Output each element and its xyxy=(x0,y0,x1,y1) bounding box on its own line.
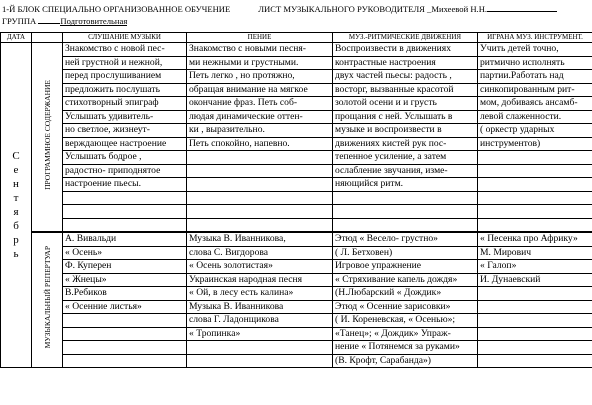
listening-cell: стихотворный эпиграф xyxy=(63,97,187,111)
instrument-cell xyxy=(478,164,592,178)
listening-cell: « Осень» xyxy=(63,246,187,260)
month-letter: я xyxy=(13,206,19,218)
singing-cell: слова Г. Ладонщикова xyxy=(187,314,333,328)
singing-cell xyxy=(187,191,333,205)
name-underline xyxy=(487,2,557,12)
rhythmic-cell: (В. Крофт, Сарабанда») xyxy=(333,354,478,368)
month-letter: р xyxy=(13,234,19,246)
instrument-cell xyxy=(478,178,592,192)
rhythmic-cell: прощания с ней. Услышать в xyxy=(333,110,478,124)
sheet-header-line2 xyxy=(2,14,127,26)
rhythmic-cell: Этюд « Весело- грустно» xyxy=(333,232,478,246)
singing-cell: Знакомство с новыми песня- xyxy=(187,43,333,57)
table-row xyxy=(1,246,592,260)
block-title: 1-Й БЛОК СПЕЦИАЛЬНО ОРГАНИЗОВАННОЕ ОБУЧЕНИЕ xyxy=(2,4,231,14)
rhythmic-cell: ( Л. Бетховен) xyxy=(333,246,478,260)
rhythmic-cell: золотой осени и и грусть xyxy=(333,97,478,111)
instrument-cell: Учить детей точно, xyxy=(478,43,592,57)
singing-cell xyxy=(187,341,333,355)
rhythmic-cell: тепенное усиление, а затем xyxy=(333,151,478,165)
table-row xyxy=(1,205,592,219)
singing-cell: « Тропинка» xyxy=(187,327,333,341)
listening-cell: Услышать удивитель- xyxy=(63,110,187,124)
sheet-title: ЛИСТ МУЗЫКАЛЬНОГО РУКОВОДИТЕЛЯ _Михеевой Н.Н. xyxy=(258,4,488,14)
singing-cell: обращая внимание на мягкое xyxy=(187,83,333,97)
col-rhythmic: МУЗ.-РИТМИЧЕСКИЕ ДВИЖЕНИЯ xyxy=(333,33,478,43)
instrument-cell: ритмично исполнять xyxy=(478,56,592,70)
table-row xyxy=(1,137,592,151)
listening-cell: перед прослушиванием xyxy=(63,70,187,84)
listening-cell: предложить послушать xyxy=(63,83,187,97)
table-row xyxy=(1,110,592,124)
col-section xyxy=(32,33,63,43)
instrument-cell xyxy=(478,314,592,328)
col-listening: СЛУШАНИЕ МУЗЫКИ xyxy=(63,33,187,43)
singing-cell: « Осень золотистая» xyxy=(187,260,333,274)
instrument-cell xyxy=(478,341,592,355)
instrument-cell xyxy=(478,300,592,314)
singing-cell xyxy=(187,164,333,178)
table-row xyxy=(1,354,592,368)
rhythmic-cell: движениях кистей рук пос- xyxy=(333,137,478,151)
table-row xyxy=(1,232,592,246)
singing-cell: окончание фраз. Петь соб- xyxy=(187,97,333,111)
col-singing: ПЕНИЕ xyxy=(187,33,333,43)
month-letter: С xyxy=(12,150,20,162)
rhythmic-cell: восторг, вызванные красотой xyxy=(333,83,478,97)
table-row xyxy=(1,151,592,165)
date-month-cell xyxy=(1,43,32,368)
rhythmic-cell xyxy=(333,191,478,205)
singing-cell: слова С. Вигдорова xyxy=(187,246,333,260)
rhythmic-cell: ( И. Кореневская, « Осенью»; xyxy=(333,314,478,328)
singing-cell xyxy=(187,151,333,165)
rhythmic-cell: Игровое упражнение xyxy=(333,260,478,274)
table-row xyxy=(1,218,592,232)
table-row xyxy=(1,43,592,57)
listening-cell: настроение пьесы. xyxy=(63,178,187,192)
listening-cell: радостно- приподнятое xyxy=(63,164,187,178)
rhythmic-cell: (Н.Любарский « Дождик» xyxy=(333,287,478,301)
month-letter: ь xyxy=(13,248,19,260)
listening-cell: Знакомство с новой пес- xyxy=(63,43,187,57)
instrument-cell: левой слаженности. xyxy=(478,110,592,124)
singing-cell xyxy=(187,354,333,368)
table-row xyxy=(1,314,592,328)
month-letter: т xyxy=(13,192,19,204)
listening-cell xyxy=(63,341,187,355)
table-row xyxy=(1,70,592,84)
listening-cell: « Жнецы» xyxy=(63,273,187,287)
table-row xyxy=(1,287,592,301)
month-letter: н xyxy=(13,178,19,190)
singing-cell xyxy=(187,218,333,232)
listening-cell: верждающее настроение xyxy=(63,137,187,151)
instrument-cell xyxy=(478,218,592,232)
singing-cell xyxy=(187,205,333,219)
singing-cell: ки , выразительно. xyxy=(187,124,333,138)
instrument-cell: ( оркестр ударных xyxy=(478,124,592,138)
rhythmic-cell: двух частей пьесы: радость , xyxy=(333,70,478,84)
singing-cell: « Ой, в лесу есть калина» xyxy=(187,287,333,301)
instrument-cell: М. Мирович xyxy=(478,246,592,260)
singing-cell: ми нежными и грустными. xyxy=(187,56,333,70)
rhythmic-cell: Воспроизвести в движениях xyxy=(333,43,478,57)
listening-cell: Услышать бодрое , xyxy=(63,151,187,165)
listening-cell xyxy=(63,218,187,232)
singing-cell: Музыка В. Иванникова, xyxy=(187,232,333,246)
section-repertoire xyxy=(32,232,63,368)
listening-cell: В.Ребиков xyxy=(63,287,187,301)
listening-cell xyxy=(63,354,187,368)
instrument-cell: партии.Работать над xyxy=(478,70,592,84)
listening-cell xyxy=(63,314,187,328)
table-row xyxy=(1,260,592,274)
listening-cell xyxy=(63,205,187,219)
rhythmic-cell: контрастные настроения xyxy=(333,56,478,70)
instrument-cell xyxy=(478,151,592,165)
instrument-cell xyxy=(478,327,592,341)
instrument-cell: И. Дунаевский xyxy=(478,273,592,287)
table-row xyxy=(1,56,592,70)
table-row xyxy=(1,97,592,111)
table-row xyxy=(1,124,592,138)
instrument-cell xyxy=(478,205,592,219)
table-row xyxy=(1,164,592,178)
table-header-row xyxy=(1,33,592,43)
instrument-cell: инструментов) xyxy=(478,137,592,151)
section-repertoire-label: МУЗЫКАЛЬНЫЙ РЕПЕРТУАР xyxy=(42,246,52,349)
table-row xyxy=(1,178,592,192)
group-label: ГРУППА xyxy=(2,16,37,26)
month-name xyxy=(1,149,31,261)
table-row xyxy=(1,83,592,97)
col-instruments: ИГРАНА МУЗ. ИНСТРУМЕНТ. xyxy=(478,33,592,43)
listening-cell: « Осенние листья» xyxy=(63,300,187,314)
table-row xyxy=(1,191,592,205)
rhythmic-cell: ослабление звучания, изме- xyxy=(333,164,478,178)
table-row xyxy=(1,300,592,314)
section-program xyxy=(32,43,63,233)
rhythmic-cell: Этюд « Осенние зарисовки» xyxy=(333,300,478,314)
instrument-cell: « Галоп» xyxy=(478,260,592,274)
instrument-cell: мом, добиваясь ансамб- xyxy=(478,97,592,111)
plan-table xyxy=(0,32,592,368)
rhythmic-cell xyxy=(333,218,478,232)
group-name: Подготовительная xyxy=(60,16,128,26)
rhythmic-cell xyxy=(333,205,478,219)
month-letter: б xyxy=(13,220,19,232)
instrument-cell: синкопированным рит- xyxy=(478,83,592,97)
rhythmic-cell: «Танец»; « Дождик» Упраж- xyxy=(333,327,478,341)
listening-cell xyxy=(63,191,187,205)
listening-cell xyxy=(63,327,187,341)
listening-cell: но светлое, жизнеут- xyxy=(63,124,187,138)
instrument-cell: « Песенка про Африку» xyxy=(478,232,592,246)
singing-cell: Петь легко , но протяжно, xyxy=(187,70,333,84)
instrument-cell xyxy=(478,354,592,368)
singing-cell: Петь спокойно, напевно. xyxy=(187,137,333,151)
instrument-cell xyxy=(478,191,592,205)
month-letter: е xyxy=(13,164,19,176)
table-row xyxy=(1,341,592,355)
rhythmic-cell: музыке и воспроизвести в xyxy=(333,124,478,138)
col-date: ДАТА xyxy=(1,33,32,43)
rhythmic-cell: няющийся ритм. xyxy=(333,178,478,192)
singing-cell: людая динамические оттен- xyxy=(187,110,333,124)
rhythmic-cell: нение « Потянемся за руками» xyxy=(333,341,478,355)
instrument-cell xyxy=(478,287,592,301)
group-underline xyxy=(38,14,60,24)
singing-cell xyxy=(187,178,333,192)
singing-cell: Музыка В. Иванникова xyxy=(187,300,333,314)
section-program-label: ПРОГРАММНОЕ СОДЕРЖАНИЕ xyxy=(42,79,52,190)
rhythmic-cell: « Стряхивание капель дождя» xyxy=(333,273,478,287)
table-row xyxy=(1,273,592,287)
singing-cell: Украинская народная песня xyxy=(187,273,333,287)
table-row xyxy=(1,327,592,341)
listening-cell: Ф. Куперен xyxy=(63,260,187,274)
sheet-header-line1 xyxy=(2,2,557,14)
listening-cell: А. Вивальди xyxy=(63,232,187,246)
listening-cell: ней грустной и нежной, xyxy=(63,56,187,70)
